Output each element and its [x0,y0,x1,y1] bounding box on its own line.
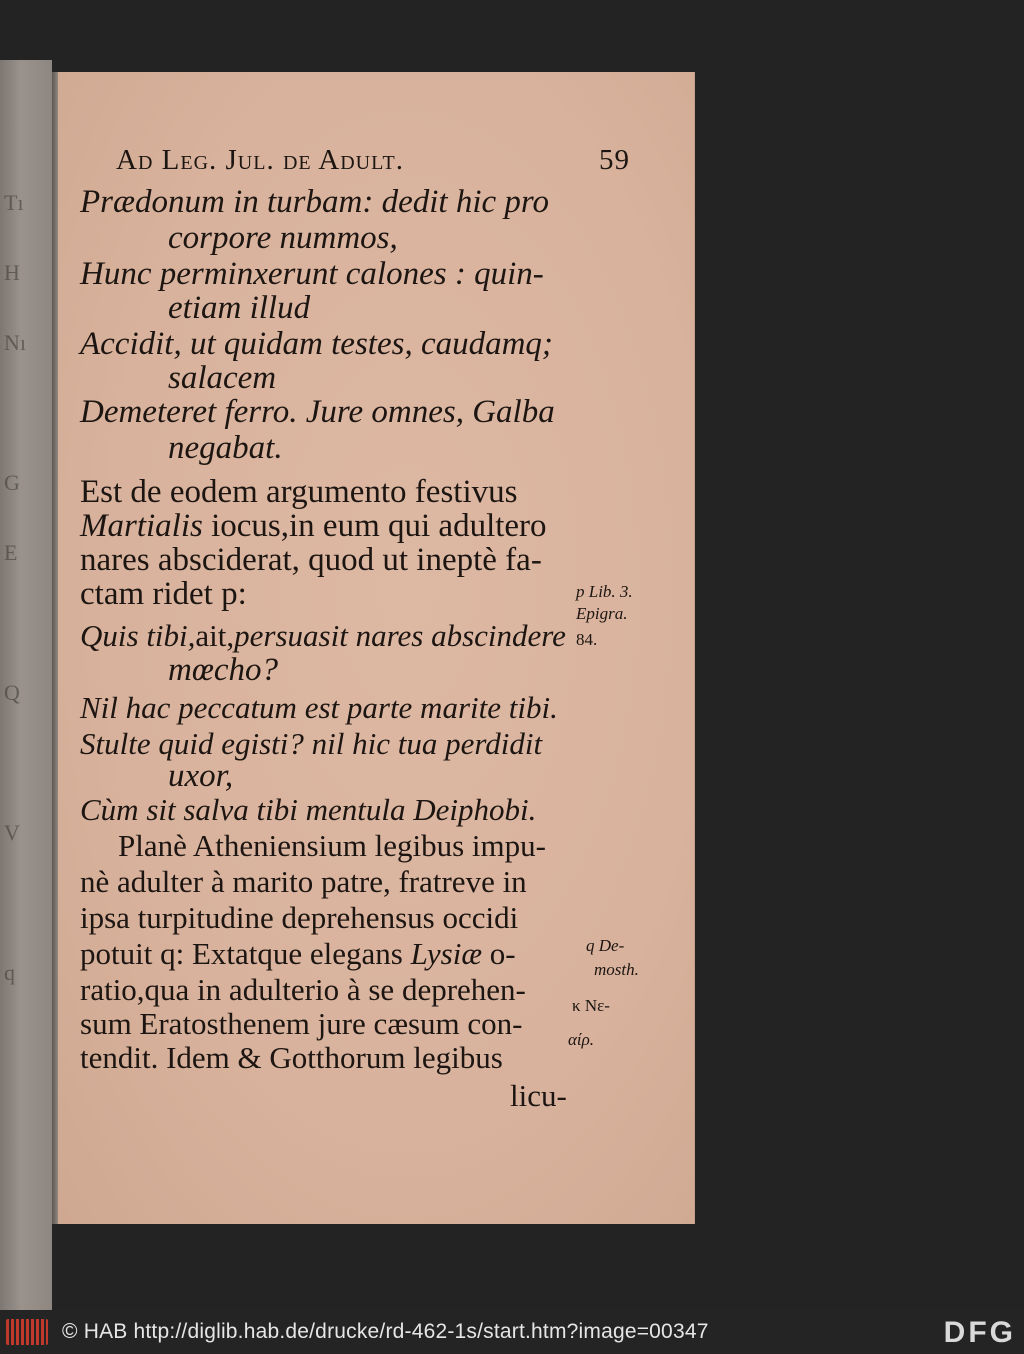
prose-line [80,508,547,544]
verse-line: Cùm sit salva tibi mentula Deiphobi. [80,792,537,827]
verse-line: corpore nummos, [168,220,398,256]
previous-page-edge [0,60,52,1310]
verse-line: etiam illud [168,290,311,326]
prose-text: potuit q: Extatque elegans [80,936,411,971]
running-title: Ad Leg. Jul. de Adult. [116,144,404,176]
previous-page-fragment: E [4,540,18,565]
margin-note: mosth. [594,960,639,979]
verse-line [80,618,566,654]
prose-line: Planè Atheniensium legibus impu- [118,828,546,863]
margin-note: p Lib. 3. [576,582,633,601]
viewer-footer [0,1310,1024,1354]
verse-line: Accidit, ut quidam testes, caudamq; [80,326,553,362]
verse-line: mœcho? [168,652,278,688]
catchword: licu- [510,1078,567,1113]
margin-note: q De- [586,936,625,955]
verse-line: Nil hac peccatum est parte marite tibi. [80,690,558,725]
previous-page-fragment: Tı [4,190,24,215]
previous-page-fragment: Nı [4,330,26,355]
prose-line: Est de eodem argumento festivus [80,474,518,510]
previous-page-fragment: Q [4,680,20,705]
verse-line: Hunc perminxerunt calones : quin- [80,256,544,292]
prose-line [80,936,516,972]
prose-line: nè adulter à marito patre, fratreve in [80,864,527,899]
author-name: Lysiæ [410,936,483,971]
copyright-link[interactable]: © HAB http://diglib.hab.de/drucke/rd-462-1s/start.htm?image=00347 [62,1320,709,1343]
margin-note: 84. [576,630,598,649]
author-name: Martialis [80,508,203,544]
prose-text: o- [482,936,516,971]
verse-line: salacem [168,360,277,396]
verse-line: Prædonum in turbam: dedit hic pro [80,184,550,220]
dfg-logo[interactable]: DFG [943,1316,1016,1349]
prose-line: nares absciderat, quod ut ineptè fa- [80,542,542,578]
verse-text: Quis tibi, [80,618,196,653]
margin-note: Epigra. [576,604,628,623]
verse-text: persuasit nares abscindere [234,618,566,653]
page-number: 59 [599,144,630,176]
margin-note: κ Νε- [572,996,610,1015]
previous-page-fragment: V [4,820,20,845]
prose-line: tendit. Idem & Gotthorum legibus [80,1040,503,1075]
hab-logo-icon[interactable] [6,1319,48,1345]
page-header [116,144,630,184]
previous-page-fragment: G [4,470,20,495]
verse-line: Demeteret ferro. Jure omnes, Galba [80,394,555,430]
verse-text: ait, [195,618,235,653]
prose-text: iocus,in eum qui adultero [202,508,547,544]
verse-line: negabat. [168,430,283,466]
previous-page-fragment: q [4,960,15,985]
prose-line: sum Eratosthenem jure cæsum con- [80,1006,523,1041]
verse-line: Stulte quid egisti? nil hic tua perdidit [80,726,543,761]
margin-note: αίρ. [568,1030,595,1049]
prose-line: ratio,qua in adulterio à se deprehen- [80,972,526,1007]
prose-line: ipsa turpitudine deprehensus occidi [80,900,519,935]
prose-line: ctam ridet p: [80,576,247,612]
book-page [58,72,694,1224]
verse-line: uxor, [168,758,234,794]
previous-page-fragment: H [4,260,20,285]
